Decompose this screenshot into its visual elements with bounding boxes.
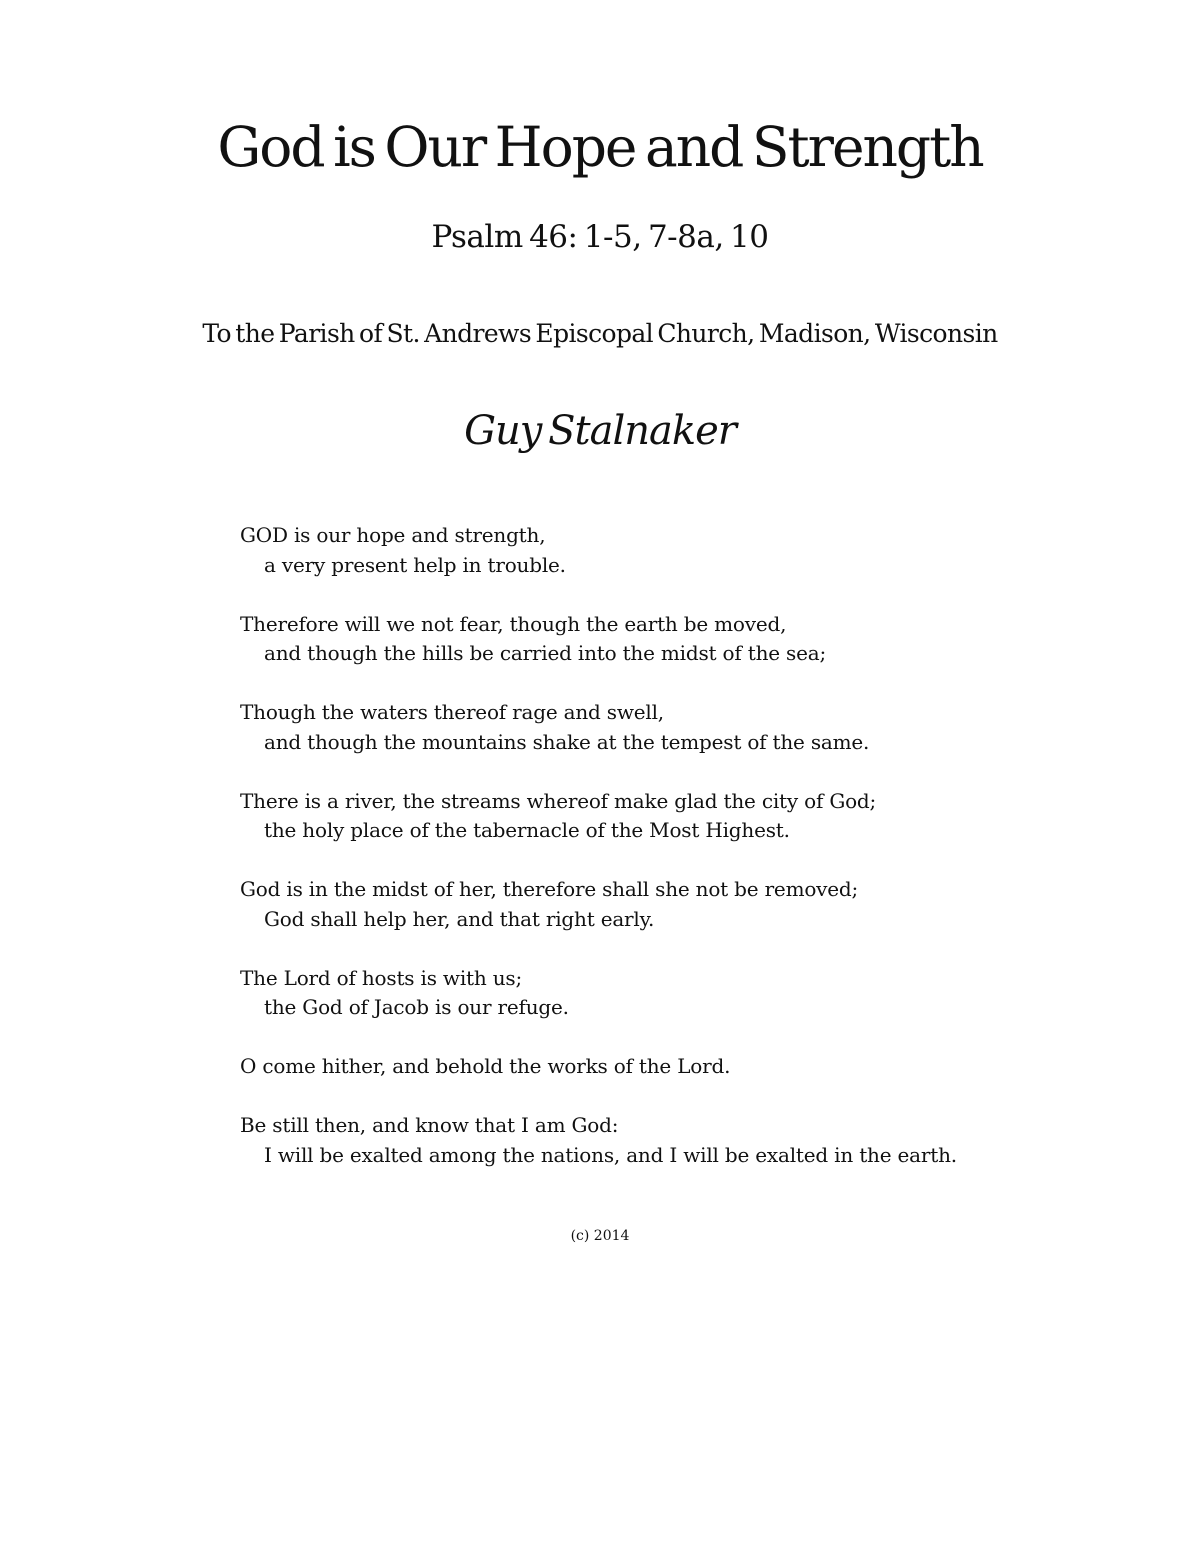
verse-line: The Lord of hosts is with us;: [240, 965, 522, 990]
psalm-reference: Psalm 46: 1-5, 7-8a, 10: [431, 219, 769, 255]
psalm-text: [240, 521, 1140, 1200]
verse-line-indented: God shall help her, and that right early.: [264, 906, 655, 931]
verse-line: Though the waters thereof rage and swell,: [240, 700, 664, 724]
verse: [240, 1052, 1140, 1082]
verse: [240, 875, 1140, 934]
verse: [240, 698, 1140, 757]
dedication: To the Parish of St. Andrews Episcopal Church, Madison, Wisconsin: [202, 319, 998, 348]
verse: [240, 521, 1140, 580]
page-title: God is Our Hope and Strength: [217, 115, 983, 179]
verse: [240, 964, 1140, 1023]
verse-line-indented: the holy place of the tabernacle of the Most Highest.: [264, 818, 790, 842]
verse-line: God is in the midst of her, therefore shall she not be removed;: [240, 877, 859, 901]
verse-line: Therefore will we not fear, though the earth be moved,: [240, 611, 787, 636]
verse: [240, 1111, 1140, 1170]
verse-line: There is a river, the streams whereof make glad the city of God;: [240, 788, 877, 813]
verse-line-indented: I will be exalted among the nations, and I will be exalted in the earth.: [264, 1142, 957, 1167]
verse: [240, 787, 1140, 846]
verse-line-indented: the God of Jacob is our refuge.: [264, 995, 569, 1019]
copyright-notice: (c) 2014: [570, 1228, 630, 1244]
verse-line-indented: and though the mountains shake at the tempest of the same.: [264, 729, 870, 754]
verse-line: Be still then, and know that I am God:: [240, 1113, 619, 1137]
verse: [240, 610, 1140, 669]
verse-line-indented: and though the hills be carried into the midst of the sea;: [264, 641, 827, 665]
verse-line: O come hither, and behold the works of the Lord.: [240, 1054, 731, 1078]
verse-line-indented: a very present help in trouble.: [264, 552, 566, 577]
author-name: Guy Stalnaker: [464, 408, 736, 454]
verse-line: GOD is our hope and strength,: [240, 523, 546, 547]
